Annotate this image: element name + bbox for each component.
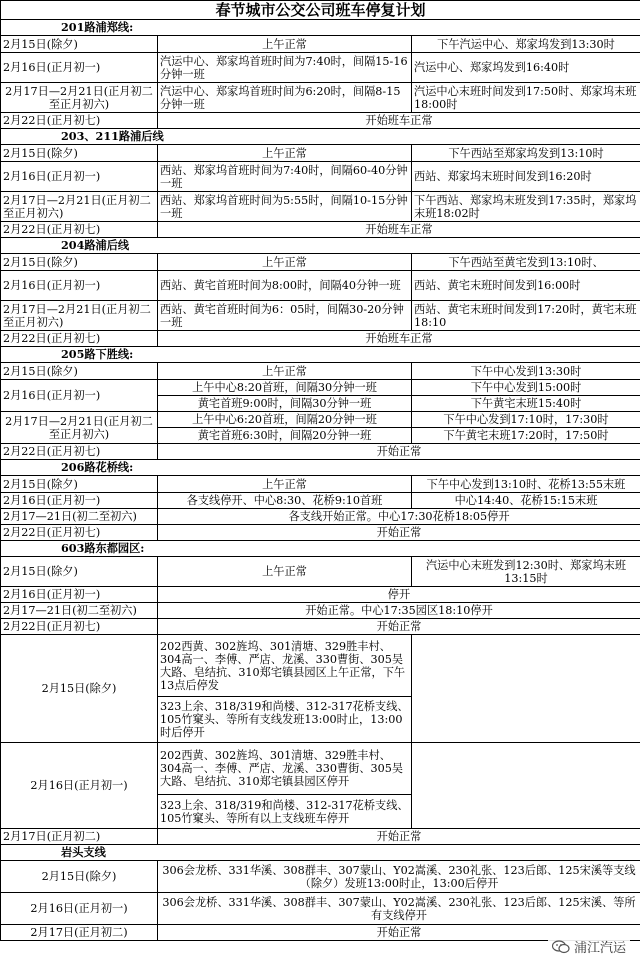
schedule-cell: 开始班车正常 bbox=[158, 113, 640, 129]
section-title: 204路浦后线 bbox=[1, 238, 640, 254]
date-cell: 2月16日(正月初一) bbox=[1, 53, 158, 83]
schedule-cell: 西站、黄宅首班时间为6：05时，间隔30-20分钟一班 bbox=[158, 301, 412, 331]
date-cell: 2月16日(正月初一) bbox=[1, 893, 158, 925]
schedule-cell: 202西黄、302旌坞、301清塘、329胜丰村、304高一、李傅、严店、龙溪、330曹街、305吴大路、皂结抗、310郑宅镇县园区上午正常，下午13点后停发 bbox=[158, 635, 412, 697]
schedule-cell: 西站、郑家坞首班时间为5:55时，间隔10-15分钟一班 bbox=[158, 192, 412, 222]
schedule-cell: 上午中心6:20首班，间隔20分钟一班 bbox=[158, 412, 412, 428]
schedule-cell: 开始班车正常 bbox=[158, 331, 640, 347]
schedule-cell: 各支线开始正常。中心17:30花桥18:05停开 bbox=[158, 509, 640, 525]
date-cell: 2月15日(除夕) bbox=[1, 363, 158, 380]
schedule-cell: 西站、黄宅末班时间发到16:00时 bbox=[412, 271, 640, 301]
schedule-cell: 上午正常 bbox=[158, 254, 412, 271]
schedule-cell: 323上余、318/319和尚楼、312-317花桥支线、105竹窠头、等所有支线发班13:00时止，13:00时后停开 bbox=[158, 697, 412, 743]
schedule-cell: 上午正常 bbox=[158, 557, 412, 587]
schedule-cell: 上午正常 bbox=[158, 145, 412, 162]
section-title: 603路东都园区: bbox=[1, 541, 640, 557]
schedule-cell: 上午中心8:20首班，间隔30分钟一班 bbox=[158, 380, 412, 396]
schedule-cell: 开始正常 bbox=[158, 829, 640, 845]
date-cell: 2月15日(除夕) bbox=[1, 635, 158, 743]
date-cell: 2月16日(正月初一) bbox=[1, 162, 158, 192]
date-cell: 2月22日(正月初七) bbox=[1, 525, 158, 541]
schedule-cell: 下午中心发到13:10时、花桥13:55末班 bbox=[412, 476, 640, 493]
schedule-cell: 下午黄宅末班17:20时，17:50时 bbox=[412, 428, 640, 444]
date-cell: 2月16日(正月初一) bbox=[1, 380, 158, 412]
schedule-cell: 西站、郑家坞末班时间发到16:20时 bbox=[412, 162, 640, 192]
section-title: 岩头支线 bbox=[1, 845, 640, 861]
date-cell: 2月15日(除夕) bbox=[1, 861, 158, 893]
page-title: 春节城市公交公司班车停复计划 bbox=[1, 1, 640, 20]
schedule-cell: 开始正常 bbox=[158, 525, 640, 541]
date-cell: 2月15日(除夕) bbox=[1, 145, 158, 162]
schedule-cell: 下午黄宅末班15:40时 bbox=[412, 396, 640, 412]
empty-cell bbox=[412, 635, 640, 743]
schedule-cell: 西站、黄宅末班时间发到17:20时，黄宅末班18:10 bbox=[412, 301, 640, 331]
schedule-cell: 黄宅首班6:30时，间隔20分钟一班 bbox=[158, 428, 412, 444]
schedule-cell: 汽运中心末班时间发到17:50时、郑家坞末班18:00时 bbox=[412, 83, 640, 113]
date-cell: 2月17日(正月初二) bbox=[1, 925, 158, 941]
schedule-cell: 开始正常。中心17:35园区18:10停开 bbox=[158, 603, 640, 619]
schedule-cell: 下午汽运中心、郑家坞发到13:30时 bbox=[412, 36, 640, 53]
watermark bbox=[548, 936, 630, 957]
date-cell: 2月16日(正月初一) bbox=[1, 493, 158, 509]
date-cell: 2月17日(正月初二) bbox=[1, 829, 158, 845]
date-cell: 2月16日(正月初一) bbox=[1, 271, 158, 301]
date-cell: 2月22日(正月初七) bbox=[1, 222, 158, 238]
section-title: 205路下胜线: bbox=[1, 347, 640, 363]
date-cell: 2月17—21日(初二至初六) bbox=[1, 603, 158, 619]
date-cell: 2月15日(除夕) bbox=[1, 476, 158, 493]
schedule-cell: 306会龙桥、331华溪、308群丰、307蒙山、Y02嵩溪、230礼张、123后郎、125宋溪等支线（除夕）发班13:00时止，13:00后停开 bbox=[158, 861, 640, 893]
schedule-cell: 上午正常 bbox=[158, 476, 412, 493]
date-cell: 2月15日(除夕) bbox=[1, 36, 158, 53]
schedule-cell: 汽运中心末班发到12:30时、郑家坞末班13:15时 bbox=[412, 557, 640, 587]
schedule-cell: 202西黄、302旌坞、301清塘、329胜丰村、304高一、李傅、严店、龙溪、330曹街、305吴大路、皂结抗、310郑宅镇县园区停开 bbox=[158, 743, 412, 795]
section-title: 201路浦郑线: bbox=[1, 20, 640, 36]
section-title: 203、211路浦后线 bbox=[1, 129, 640, 145]
wechat-icon bbox=[552, 940, 570, 954]
schedule-cell: 306会龙桥、331华溪、308群丰、307蒙山、Y02嵩溪、230礼张、123后郎、125宋溪、等所有支线停开 bbox=[158, 893, 640, 925]
schedule-cell: 黄宅首班9:00时，间隔30分钟一班 bbox=[158, 396, 412, 412]
schedule-cell: 西站、郑家坞首班时间为7:40时，间隔60-40分钟一班 bbox=[158, 162, 412, 192]
schedule-cell: 开始正常 bbox=[158, 925, 640, 941]
schedule-cell: 汽运中心、郑家坞首班时间为6:20时，间隔8-15分钟一班 bbox=[158, 83, 412, 113]
schedule-cell: 上午正常 bbox=[158, 36, 412, 53]
date-cell: 2月17日—2月21日(正月初二至正月初六) bbox=[1, 301, 158, 331]
date-cell: 2月22日(正月初七) bbox=[1, 331, 158, 347]
schedule-cell: 开始班车正常 bbox=[158, 222, 640, 238]
date-cell: 2月22日(正月初七) bbox=[1, 619, 158, 635]
section-title: 206路花桥线: bbox=[1, 460, 640, 476]
schedule-cell: 汽运中心、郑家坞发到16:40时 bbox=[412, 53, 640, 83]
date-cell: 2月15日(除夕) bbox=[1, 557, 158, 587]
schedule-cell: 开始正常 bbox=[158, 444, 640, 460]
date-cell: 2月17—21日(初二至初六) bbox=[1, 509, 158, 525]
schedule-cell: 下午西站至黄宅发到13:10时、 bbox=[412, 254, 640, 271]
schedule-cell: 323上余、318/319和尚楼、312-317花桥支线、105竹窠头、等所有以上支线班车停开 bbox=[158, 795, 412, 829]
empty-cell bbox=[412, 743, 640, 829]
watermark-text: 浦江汽运 bbox=[573, 941, 626, 956]
schedule-cell: 汽运中心、郑家坞首班时间为7:40时，间隔15-16分钟一班 bbox=[158, 53, 412, 83]
schedule-cell: 各支线停开、中心8:30、花桥9:10首班 bbox=[158, 493, 412, 509]
date-cell: 2月17日—2月21日(正月初二至正月初六) bbox=[1, 83, 158, 113]
schedule-cell: 停开 bbox=[158, 587, 640, 603]
schedule-cell: 中心14:40、花桥15:15末班 bbox=[412, 493, 640, 509]
date-cell: 2月17日—2月21日(正月初二至正月初六) bbox=[1, 412, 158, 444]
schedule-cell: 开始正常 bbox=[158, 619, 640, 635]
date-cell: 2月22日(正月初七) bbox=[1, 113, 158, 129]
schedule-cell: 上午正常 bbox=[158, 363, 412, 380]
date-cell: 2月15日(除夕) bbox=[1, 254, 158, 271]
schedule-cell: 下午中心发到17:10时，17:30时 bbox=[412, 412, 640, 428]
date-cell: 2月16日(正月初一) bbox=[1, 587, 158, 603]
schedule-cell: 西站、黄宅首班时间为8:00时，间隔40分钟一班 bbox=[158, 271, 412, 301]
date-cell: 2月16日(正月初一) bbox=[1, 743, 158, 829]
schedule-cell: 下午中心发到13:30时 bbox=[412, 363, 640, 380]
schedule-cell: 下午西站至郑家坞发到13:10时 bbox=[412, 145, 640, 162]
schedule-cell: 下午西站、郑家坞末班发到17:35时，郑家坞末班18:02时 bbox=[412, 192, 640, 222]
date-cell: 2月22日(正月初七) bbox=[1, 444, 158, 460]
schedule-cell: 下午中心发到15:00时 bbox=[412, 380, 640, 396]
date-cell: 2月17日—2月21日(正月初二至正月初六) bbox=[1, 192, 158, 222]
